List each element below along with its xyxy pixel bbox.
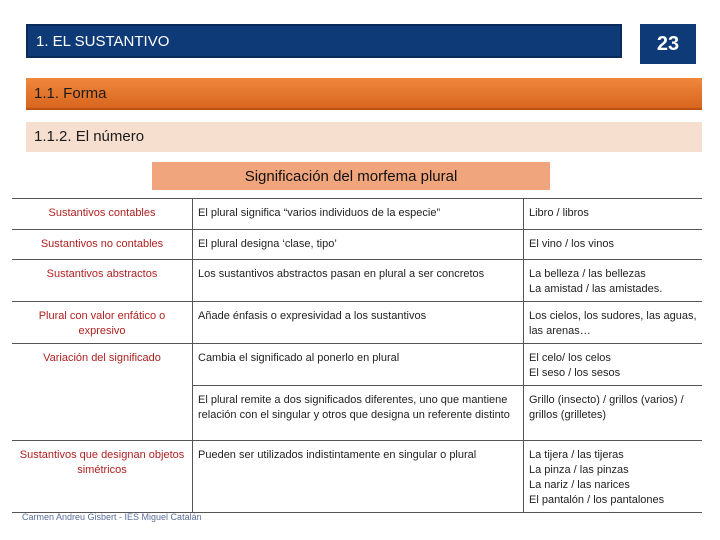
row-meaning: Cambia el significado al ponerlo en plural xyxy=(193,344,524,386)
section-title-bar xyxy=(26,24,622,58)
row-type: Variación del significado xyxy=(12,344,193,441)
row-meaning: El plural significa “varios individuos de la especie” xyxy=(193,199,524,230)
row-meaning: Pueden ser utilizados indistintamente en singular o plural xyxy=(193,441,524,513)
row-example: La tijera / las tijeras La pinza / las pinzas La nariz / las narices El pantalón / los pantalones xyxy=(524,441,703,513)
row-example: Grillo (insecto) / grillos (varios) / grillos (grilletes) xyxy=(524,386,703,441)
table-row xyxy=(12,260,702,302)
table-row xyxy=(12,344,702,386)
row-example: La belleza / las bellezas La amistad / las amistades. xyxy=(524,260,703,302)
row-type: Sustantivos abstractos xyxy=(12,260,193,302)
section-title: 1. EL SUSTANTIVO xyxy=(36,33,170,50)
page-number: 23 xyxy=(640,24,696,64)
row-example: Libro / libros xyxy=(524,199,703,230)
table-row xyxy=(12,441,702,513)
row-example: El celo/ los celos El seso / los sesos xyxy=(524,344,703,386)
subsubsection-bar xyxy=(26,122,702,152)
row-meaning: El plural remite a dos significados diferentes, uno que mantiene relación con el singular y otros que designa un referente distinto xyxy=(193,386,524,441)
footer-credit: Carmen Andreu Gisbert - IES Miguel Catalán xyxy=(22,512,202,522)
table-row xyxy=(12,230,702,260)
row-type: Sustantivos contables xyxy=(12,199,193,230)
row-meaning: El plural designa ‘clase, tipo’ xyxy=(193,230,524,260)
row-example: Los cielos, los sudores, las aguas, las arenas… xyxy=(524,302,703,344)
table-title: Significación del morfema plural xyxy=(152,162,550,190)
subsection-bar xyxy=(26,78,702,110)
row-example: El vino / los vinos xyxy=(524,230,703,260)
row-type: Sustantivos que designan objetos simétricos xyxy=(12,441,193,513)
subsubsection-title: 1.1.2. El número xyxy=(34,128,145,145)
row-meaning: Los sustantivos abstractos pasan en plural a ser concretos xyxy=(193,260,524,302)
subsection-title: 1.1. Forma xyxy=(34,85,107,102)
row-type: Plural con valor enfático o expresivo xyxy=(12,302,193,344)
table-row xyxy=(12,302,702,344)
row-type: Sustantivos no contables xyxy=(12,230,193,260)
table-row xyxy=(12,199,702,230)
row-meaning: Añade énfasis o expresividad a los sustantivos xyxy=(193,302,524,344)
plural-meaning-table xyxy=(12,198,702,513)
